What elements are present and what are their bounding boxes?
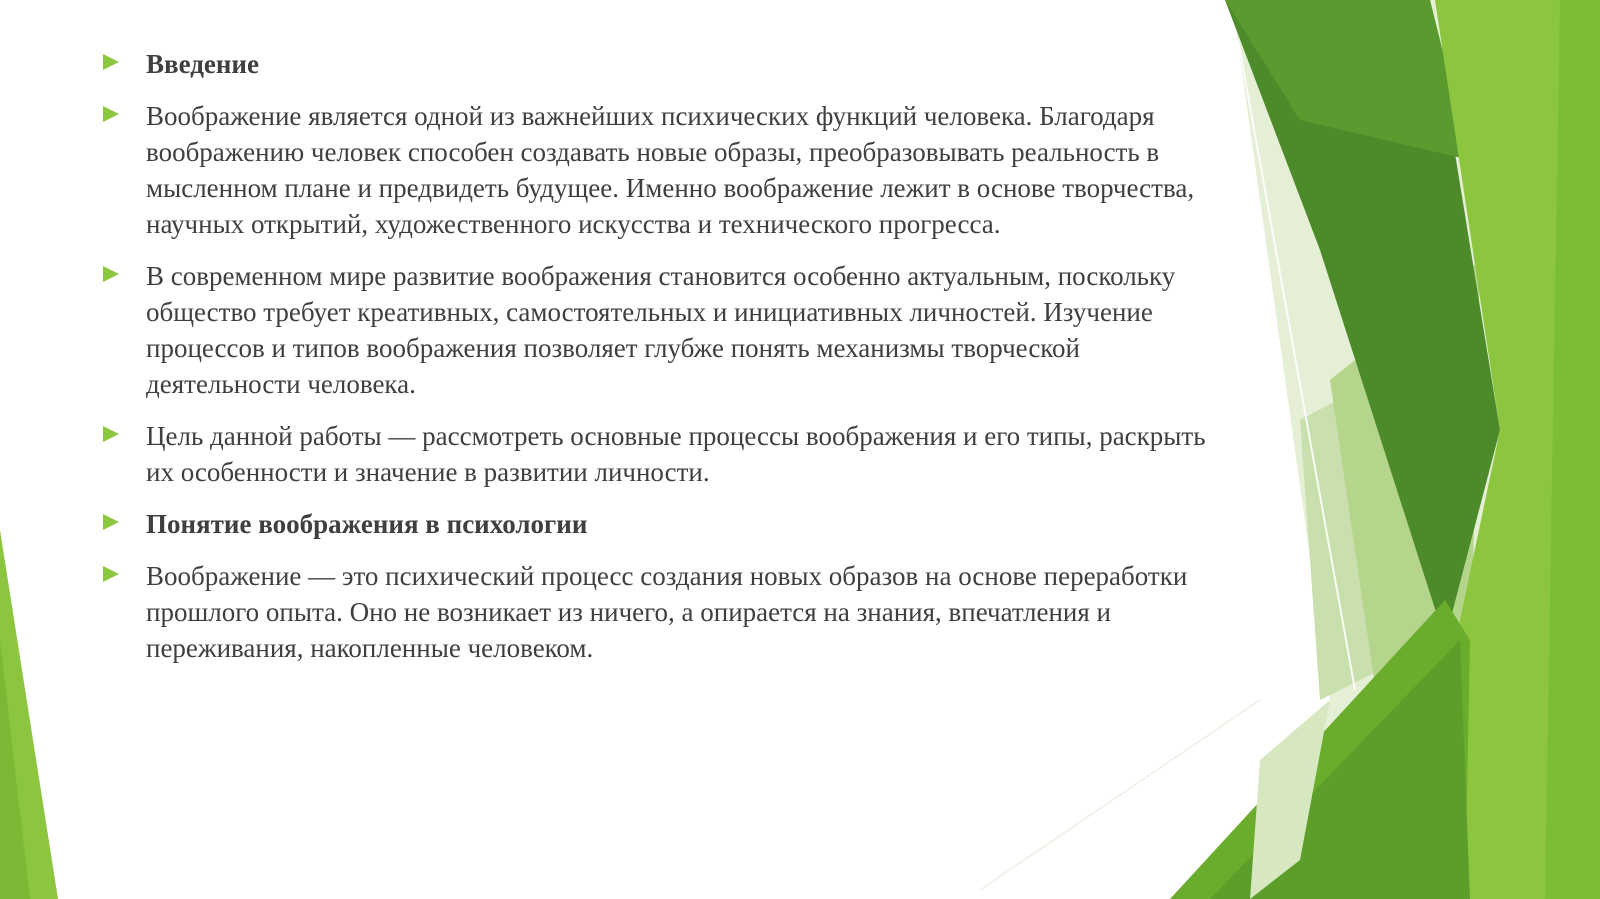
paragraph: Цель данной работы — рассмотреть основные процессы воображения и его типы, раскрыть их особенности и значение в развитии личности. <box>146 421 1206 487</box>
triangle-right-icon <box>102 425 120 443</box>
triangle-right-icon <box>102 265 120 283</box>
list-item <box>102 418 1222 490</box>
triangle-right-icon <box>102 513 120 531</box>
list-item <box>102 558 1222 666</box>
list-item <box>102 258 1222 402</box>
paragraph: Воображение является одной из важнейших психических функций человека. Благодаря воображению человек способен создавать новые образы, преобразовывать реальность в мысленном плане и предвидеть будущее. Именно воображение лежит в основе творчества, научных открытий, художественного искусства и технического прогресса. <box>146 101 1195 239</box>
triangle-right-icon <box>102 105 120 123</box>
list-item <box>102 506 1222 542</box>
list-item <box>102 98 1222 242</box>
paragraph: В современном мире развитие воображения становится особенно актуальным, поскольку общество требует креативных, самостоятельных и инициативных личностей. Изучение процессов и типов воображения позволяет глубже понять механизмы творческой деятельности человека. <box>146 261 1176 399</box>
section-heading: Введение <box>146 49 259 79</box>
triangle-right-icon <box>102 565 120 583</box>
bullet-list <box>102 46 1222 682</box>
section-heading: Понятие воображения в психологии <box>146 509 588 539</box>
list-item <box>102 46 1222 82</box>
triangle-right-icon <box>102 53 120 71</box>
paragraph: Воображение — это психический процесс создания новых образов на основе переработки прошлого опыта. Оно не возникает из ничего, а опирается на знания, впечатления и переживания, накопленные человеком. <box>146 561 1188 663</box>
